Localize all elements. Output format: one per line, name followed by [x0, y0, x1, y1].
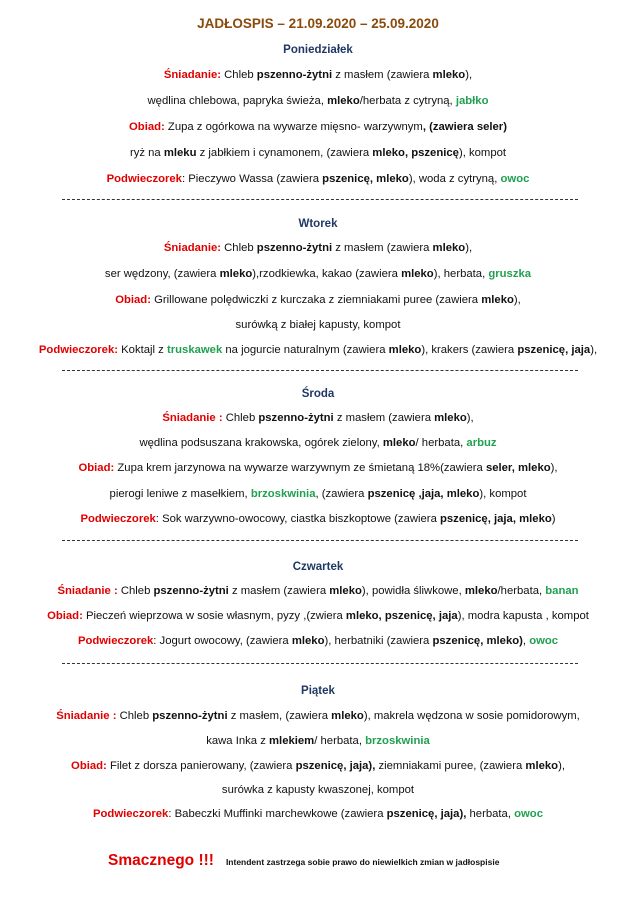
tuesday-breakfast-line: Śniadanie: Chleb pszenno-żytni z masłem (zawiera mleko),	[163, 242, 473, 254]
friday-lunch-line: Obiad: Filet z dorsza panierowany, (zawiera pszenicę, jaja), ziemniakami puree, (zawiera mleko),	[71, 760, 565, 772]
thursday-breakfast-line: Śniadanie : Chleb pszenno-żytni z masłem (zawiera mleko), powidła śliwkowe, mleko/herbata, banan	[57, 585, 579, 597]
fruit-item: brzoskwinia	[365, 735, 430, 747]
monday-lunch-line-2: ryż na mleku z jabłkiem i cynamonem, (zawiera mleko, pszenicę), kompot	[129, 147, 507, 159]
fruit-item: owoc	[529, 635, 559, 647]
wednesday-lunch-line-2: pierogi leniwe z masełkiem, brzoskwinia, (zawiera pszenicę ,jaja, mleko), kompot	[109, 488, 527, 500]
monday-lunch-line: Obiad: Zupa z ogórkowa na wywarze mięsno- warzywnym, (zawiera seler)	[129, 121, 507, 133]
fruit-item: banan	[545, 585, 579, 597]
fruit-item: gruszka	[488, 268, 532, 280]
friday-lunch-line-2: surówka z kapusty kwaszonej, kompot	[221, 784, 415, 796]
snack-label: Podwieczorek	[106, 173, 182, 185]
day-heading-tuesday: Wtorek	[298, 218, 338, 230]
smacznego-text: Smacznego !!!	[108, 852, 214, 869]
thursday-lunch-line: Obiad: Pieczeń wieprzowa w sosie własnym, pyzy ,(zwiera mleko, pszenicę, jaja), modra kapusta , kompot	[47, 610, 589, 622]
friday-snack-line: Podwieczorek: Babeczki Muffinki marchewkowe (zawiera pszenicę, jaja), herbata, owoc	[93, 808, 543, 820]
lunch-label: Obiad:	[78, 462, 115, 474]
day-heading-wednesday: Środa	[301, 388, 335, 400]
tuesday-snack-line: Podwieczorek: Koktajl z truskawek na jogurcie naturalnym (zawiera mleko), krakers (zawiera pszenicę, jaja),	[38, 344, 598, 356]
friday-breakfast-line: Śniadanie : Chleb pszenno-żytni z masłem, (zawiera mleko), makrela wędzona w sosie pomidorowym,	[56, 710, 580, 722]
fruit-item: owoc	[514, 808, 543, 820]
menu-footer	[108, 852, 499, 870]
lunch-label: Obiad:	[47, 610, 83, 622]
fruit-item: brzoskwinia	[250, 488, 316, 500]
breakfast-label: Śniadanie :	[56, 710, 117, 722]
wednesday-snack-line: Podwieczorek: Sok warzywno-owocowy, ciastka biszkoptowe (zawiera pszenicę, jaja, mleko)	[80, 513, 556, 525]
lunch-label: Obiad:	[71, 760, 107, 772]
snack-label: Podwieczorek	[77, 635, 154, 647]
tuesday-lunch-line-2: surówką z białej kapusty, kompot	[235, 319, 401, 331]
tuesday-breakfast-line-2: ser wędzony, (zawiera mleko),rzodkiewka, kakao (zawiera mleko), herbata, gruszka	[104, 268, 532, 280]
thursday-snack-line: Podwieczorek: Jogurt owocowy, (zawiera mleko), herbatniki (zawiera pszenicę, mleko), owoc	[77, 635, 559, 647]
fruit-item: arbuz	[466, 437, 497, 449]
monday-breakfast-line-2: wędlina chlebowa, papryka świeża, mleko/herbata z cytryną, jabłko	[147, 95, 489, 107]
tuesday-lunch-line: Obiad: Grillowane polędwiczki z kurczaka z ziemniakami puree (zawiera mleko),	[115, 294, 521, 306]
day-heading-monday: Poniedziałek	[283, 44, 353, 56]
monday-breakfast-line: Śniadanie: Chleb pszenno-żytni z masłem (zawiera mleko),	[163, 69, 473, 81]
day-separator	[62, 663, 578, 664]
disclaimer-note: Intendent zastrzega sobie prawo do niewielkich zmian w jadłospisie	[225, 857, 500, 867]
day-separator	[62, 199, 578, 200]
wednesday-lunch-line: Obiad: Zupa krem jarzynowa na wywarze warzywnym ze śmietaną 18%(zawiera seler, mleko),	[78, 462, 558, 474]
wednesday-breakfast-line: Śniadanie : Chleb pszenno-żytni z masłem (zawiera mleko),	[162, 412, 474, 424]
snack-label: Podwieczorek	[80, 513, 156, 525]
lunch-label: Obiad:	[129, 121, 165, 133]
monday-snack-line: Podwieczorek: Pieczywo Wassa (zawiera pszenicę, mleko), woda z cytryną, owoc	[106, 173, 530, 185]
breakfast-label: Śniadanie:	[163, 242, 221, 254]
fruit-item: truskawek	[166, 344, 223, 356]
breakfast-label: Śniadanie :	[162, 412, 223, 424]
snack-label: Podwieczorek:	[38, 344, 118, 356]
lunch-label: Obiad:	[115, 294, 151, 306]
fruit-item: jabłko	[455, 95, 489, 107]
fruit-item: owoc	[500, 173, 530, 185]
day-heading-friday: Piątek	[301, 685, 335, 697]
friday-breakfast-line-2: kawa Inka z mlekiem/ herbata, brzoskwinia	[206, 735, 430, 747]
breakfast-label: Śniadanie :	[57, 585, 118, 597]
day-separator	[62, 370, 578, 371]
menu-title: JADŁOSPIS – 21.09.2020 – 25.09.2020	[197, 16, 439, 31]
wednesday-breakfast-line-2: wędlina podsuszana krakowska, ogórek zielony, mleko/ herbata, arbuz	[139, 437, 497, 449]
day-separator	[62, 540, 578, 541]
breakfast-label: Śniadanie:	[163, 69, 221, 81]
day-heading-thursday: Czwartek	[292, 561, 344, 573]
snack-label: Podwieczorek	[93, 808, 169, 820]
